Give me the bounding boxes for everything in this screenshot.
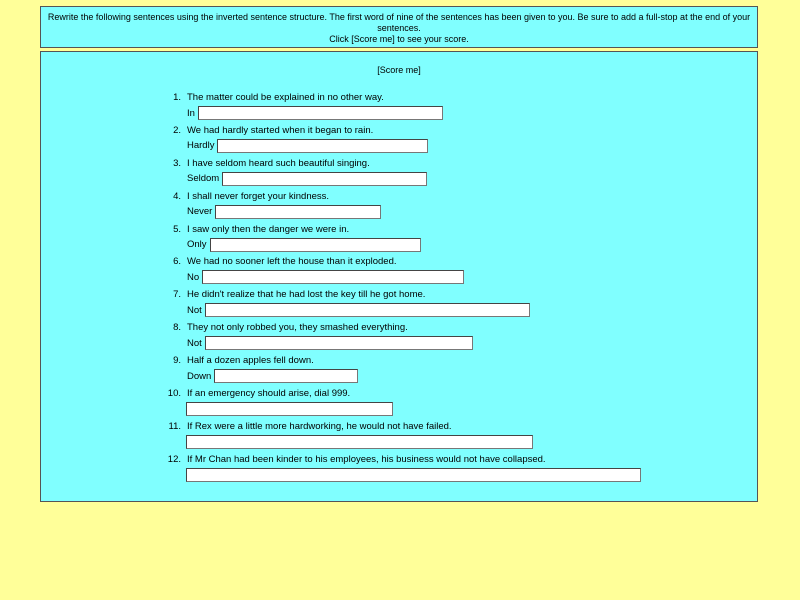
instructions-panel	[40, 6, 758, 48]
answer-row	[187, 434, 533, 450]
question-sentence: We had hardly started when it began to rain.	[187, 124, 374, 136]
starter-word: Only	[187, 239, 207, 251]
question-item	[41, 355, 757, 388]
answer-input[interactable]	[186, 402, 393, 416]
question-number: 5.	[173, 223, 181, 235]
instructions-line-3: Click [Score me] to see your score.	[329, 34, 469, 44]
question-item	[41, 454, 757, 487]
answer-input[interactable]	[186, 468, 641, 482]
question-sentence: If Rex were a little more hardworking, he would not have failed.	[187, 420, 452, 432]
answer-input[interactable]	[205, 303, 530, 317]
question-number: 3.	[173, 157, 181, 169]
starter-word: Hardly	[187, 140, 215, 152]
starter-word: Not	[187, 304, 202, 316]
answer-row	[187, 204, 381, 220]
question-sentence: If Mr Chan had been kinder to his employees, his business would not have collapsed.	[187, 453, 546, 465]
answer-input[interactable]	[222, 172, 427, 186]
answer-input[interactable]	[214, 369, 358, 383]
question-sentence: Half a dozen apples fell down.	[187, 355, 314, 367]
answer-input[interactable]	[186, 435, 533, 449]
question-number: 11.	[168, 420, 181, 432]
answer-input[interactable]	[210, 238, 421, 252]
starter-word: Seldom	[187, 173, 220, 185]
question-number: 4.	[173, 190, 181, 202]
question-sentence: The matter could be explained in no other way.	[187, 92, 384, 103]
starter-word: No	[187, 271, 200, 283]
question-sentence: They not only robbed you, they smashed everything.	[187, 322, 408, 334]
question-number: 1.	[173, 92, 181, 103]
question-item	[41, 421, 757, 454]
answer-input[interactable]	[198, 106, 443, 120]
question-item	[41, 289, 757, 322]
question-sentence: I have seldom heard such beautiful singing.	[187, 157, 370, 169]
answer-row	[187, 138, 428, 154]
instructions-line-1: Rewrite the following sentences using the inverted sentence structure. The first word of nine of the sentences has been given to you. Be sure to add a full-stop at the end of your	[47, 12, 751, 22]
question-item	[41, 158, 757, 191]
question-number: 12.	[167, 453, 181, 465]
answer-row	[187, 105, 443, 121]
answer-row	[187, 368, 358, 384]
question-item	[41, 256, 757, 289]
question-number: 8.	[173, 322, 181, 334]
question-number: 7.	[173, 289, 181, 301]
answer-row	[187, 335, 473, 351]
score-me-link[interactable]: [Score me]	[377, 65, 421, 75]
question-item	[41, 224, 757, 257]
question-number: 9.	[173, 355, 181, 367]
starter-word: Not	[187, 337, 202, 349]
question-list	[41, 92, 757, 487]
question-item	[41, 125, 757, 158]
answer-row	[187, 401, 393, 417]
answer-input[interactable]	[205, 336, 473, 350]
answer-input[interactable]	[217, 139, 428, 153]
question-sentence: If an emergency should arise, dial 999.	[187, 388, 351, 400]
instructions-line-2: sentences.	[377, 23, 421, 33]
starter-word: Never	[187, 206, 213, 218]
question-sentence: We had no sooner left the house than it exploded.	[187, 256, 397, 268]
answer-row	[187, 237, 421, 253]
answer-row	[187, 467, 641, 483]
answer-input[interactable]	[215, 205, 381, 219]
question-item	[41, 191, 757, 224]
question-item	[41, 388, 757, 421]
starter-word: Down	[187, 370, 212, 382]
starter-word: In	[187, 107, 195, 119]
question-item	[41, 322, 757, 355]
question-sentence: I shall never forget your kindness.	[187, 190, 330, 202]
question-number: 6.	[173, 256, 181, 268]
answer-row	[187, 302, 530, 318]
question-sentence: I saw only then the danger we were in.	[187, 223, 350, 235]
question-number: 2.	[173, 124, 181, 136]
answer-row	[187, 171, 427, 187]
question-number: 10.	[167, 388, 181, 400]
exercise-panel	[40, 51, 758, 502]
question-item	[41, 92, 757, 125]
question-sentence: He didn't realize that he had lost the key till he got home.	[187, 289, 426, 301]
answer-row	[187, 269, 464, 285]
answer-input[interactable]	[202, 270, 464, 284]
